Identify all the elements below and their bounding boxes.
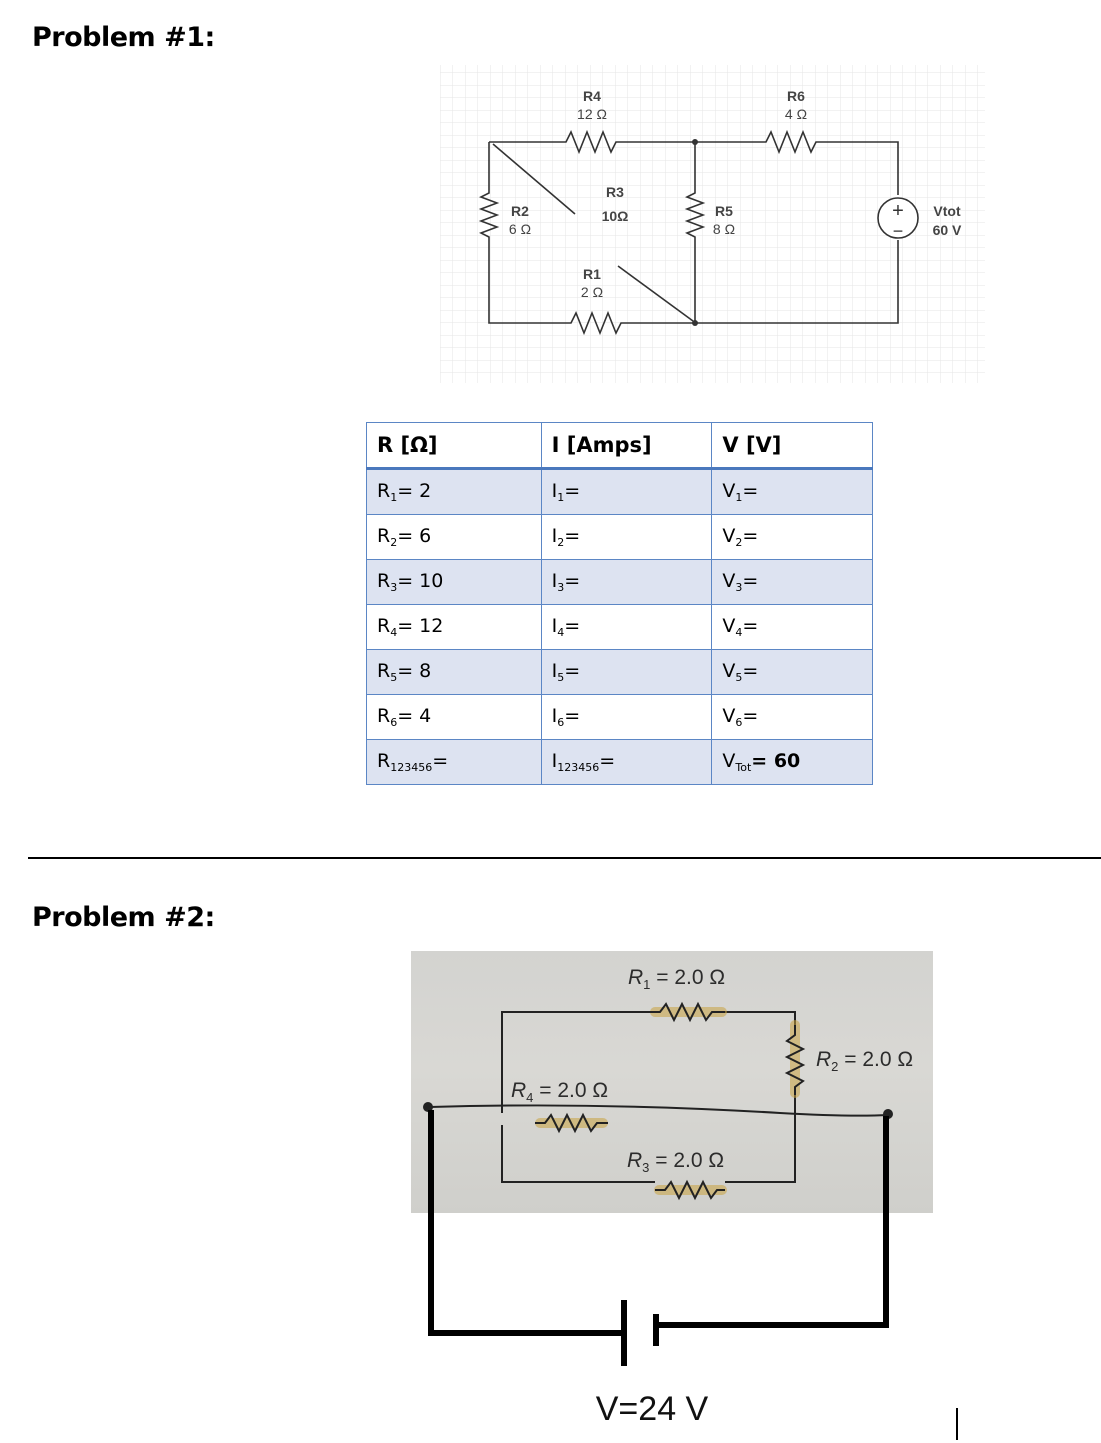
p2-middle-wire [430,1105,888,1115]
current-cell[interactable]: $I_6=$ [541,695,712,740]
p2-r2-label: $R_2 = 2.0$ Ω [816,1048,914,1074]
r2-name: R2 [511,203,529,219]
header-current: I [Amps] [541,423,712,469]
current-cell[interactable]: $I_4=$ [541,605,712,650]
r3-value: 10Ω [601,208,629,224]
r4-value: 12 Ω [577,106,607,122]
problem-1-heading: Problem #1: [32,22,215,53]
source-plus: + [892,200,904,222]
voltage-cell[interactable]: $V_3=$ [712,560,873,605]
resistance-cell: $R_3= 10$ [367,560,542,605]
p2-r4-label: $R_4 = 2.0$ Ω [511,1079,609,1105]
voltage-cell[interactable]: $V_1=$ [712,469,873,515]
r1-value: 2 Ω [580,284,604,300]
voltage-cell[interactable]: $V_5=$ [712,650,873,695]
resistance-cell: $R_4= 12$ [367,605,542,650]
header-voltage: V [V] [712,423,873,469]
resistance-cell: $R_6= 4$ [367,695,542,740]
r4-name: R4 [583,88,601,104]
p2-left-lead [431,1110,624,1333]
r1-name: R1 [583,266,601,282]
header-resistance: R [Ω] [367,423,542,469]
resistance-cell: $R_5= 8$ [367,650,542,695]
voltage-cell[interactable]: $V_6=$ [712,695,873,740]
p2-right-lead [656,1116,886,1325]
source-name: Vtot [933,203,961,219]
voltage-cell[interactable]: $V_4=$ [712,605,873,650]
text-cursor [956,1408,958,1440]
p2-r4-resistor [535,1115,608,1131]
current-cell[interactable]: $I_1=$ [541,469,712,515]
problem-2-heading: Problem #2: [32,902,215,933]
source-minus: − [892,221,904,241]
r2-value: 6 Ω [508,221,532,237]
r3-name: R3 [606,184,624,200]
current-cell[interactable]: $I_5=$ [541,650,712,695]
source-value: 60 V [932,222,962,238]
current-cell[interactable]: $I_{123456}=$ [541,740,712,785]
r5-value: 8 Ω [712,221,736,237]
r6-value: 4 Ω [784,106,808,122]
p2-r1-label: $R_1 = 2.0$ Ω [628,966,726,992]
p2-r3-label: $R_3 = 2.0$ Ω [627,1149,725,1175]
p2-battery-label: V=24 V [595,1390,709,1428]
current-cell[interactable]: $I_3=$ [541,560,712,605]
current-cell[interactable]: $I_2=$ [541,515,712,560]
r6-name: R6 [787,88,805,104]
resistance-cell: $R_2= 6$ [367,515,542,560]
resistance-cell: $R_1= 2$ [367,469,542,515]
voltage-cell: $V_{Tot}= 60$ [712,740,873,785]
r5-name: R5 [715,203,733,219]
resistance-cell[interactable]: $R_{123456}=$ [367,740,542,785]
voltage-cell[interactable]: $V_2=$ [712,515,873,560]
